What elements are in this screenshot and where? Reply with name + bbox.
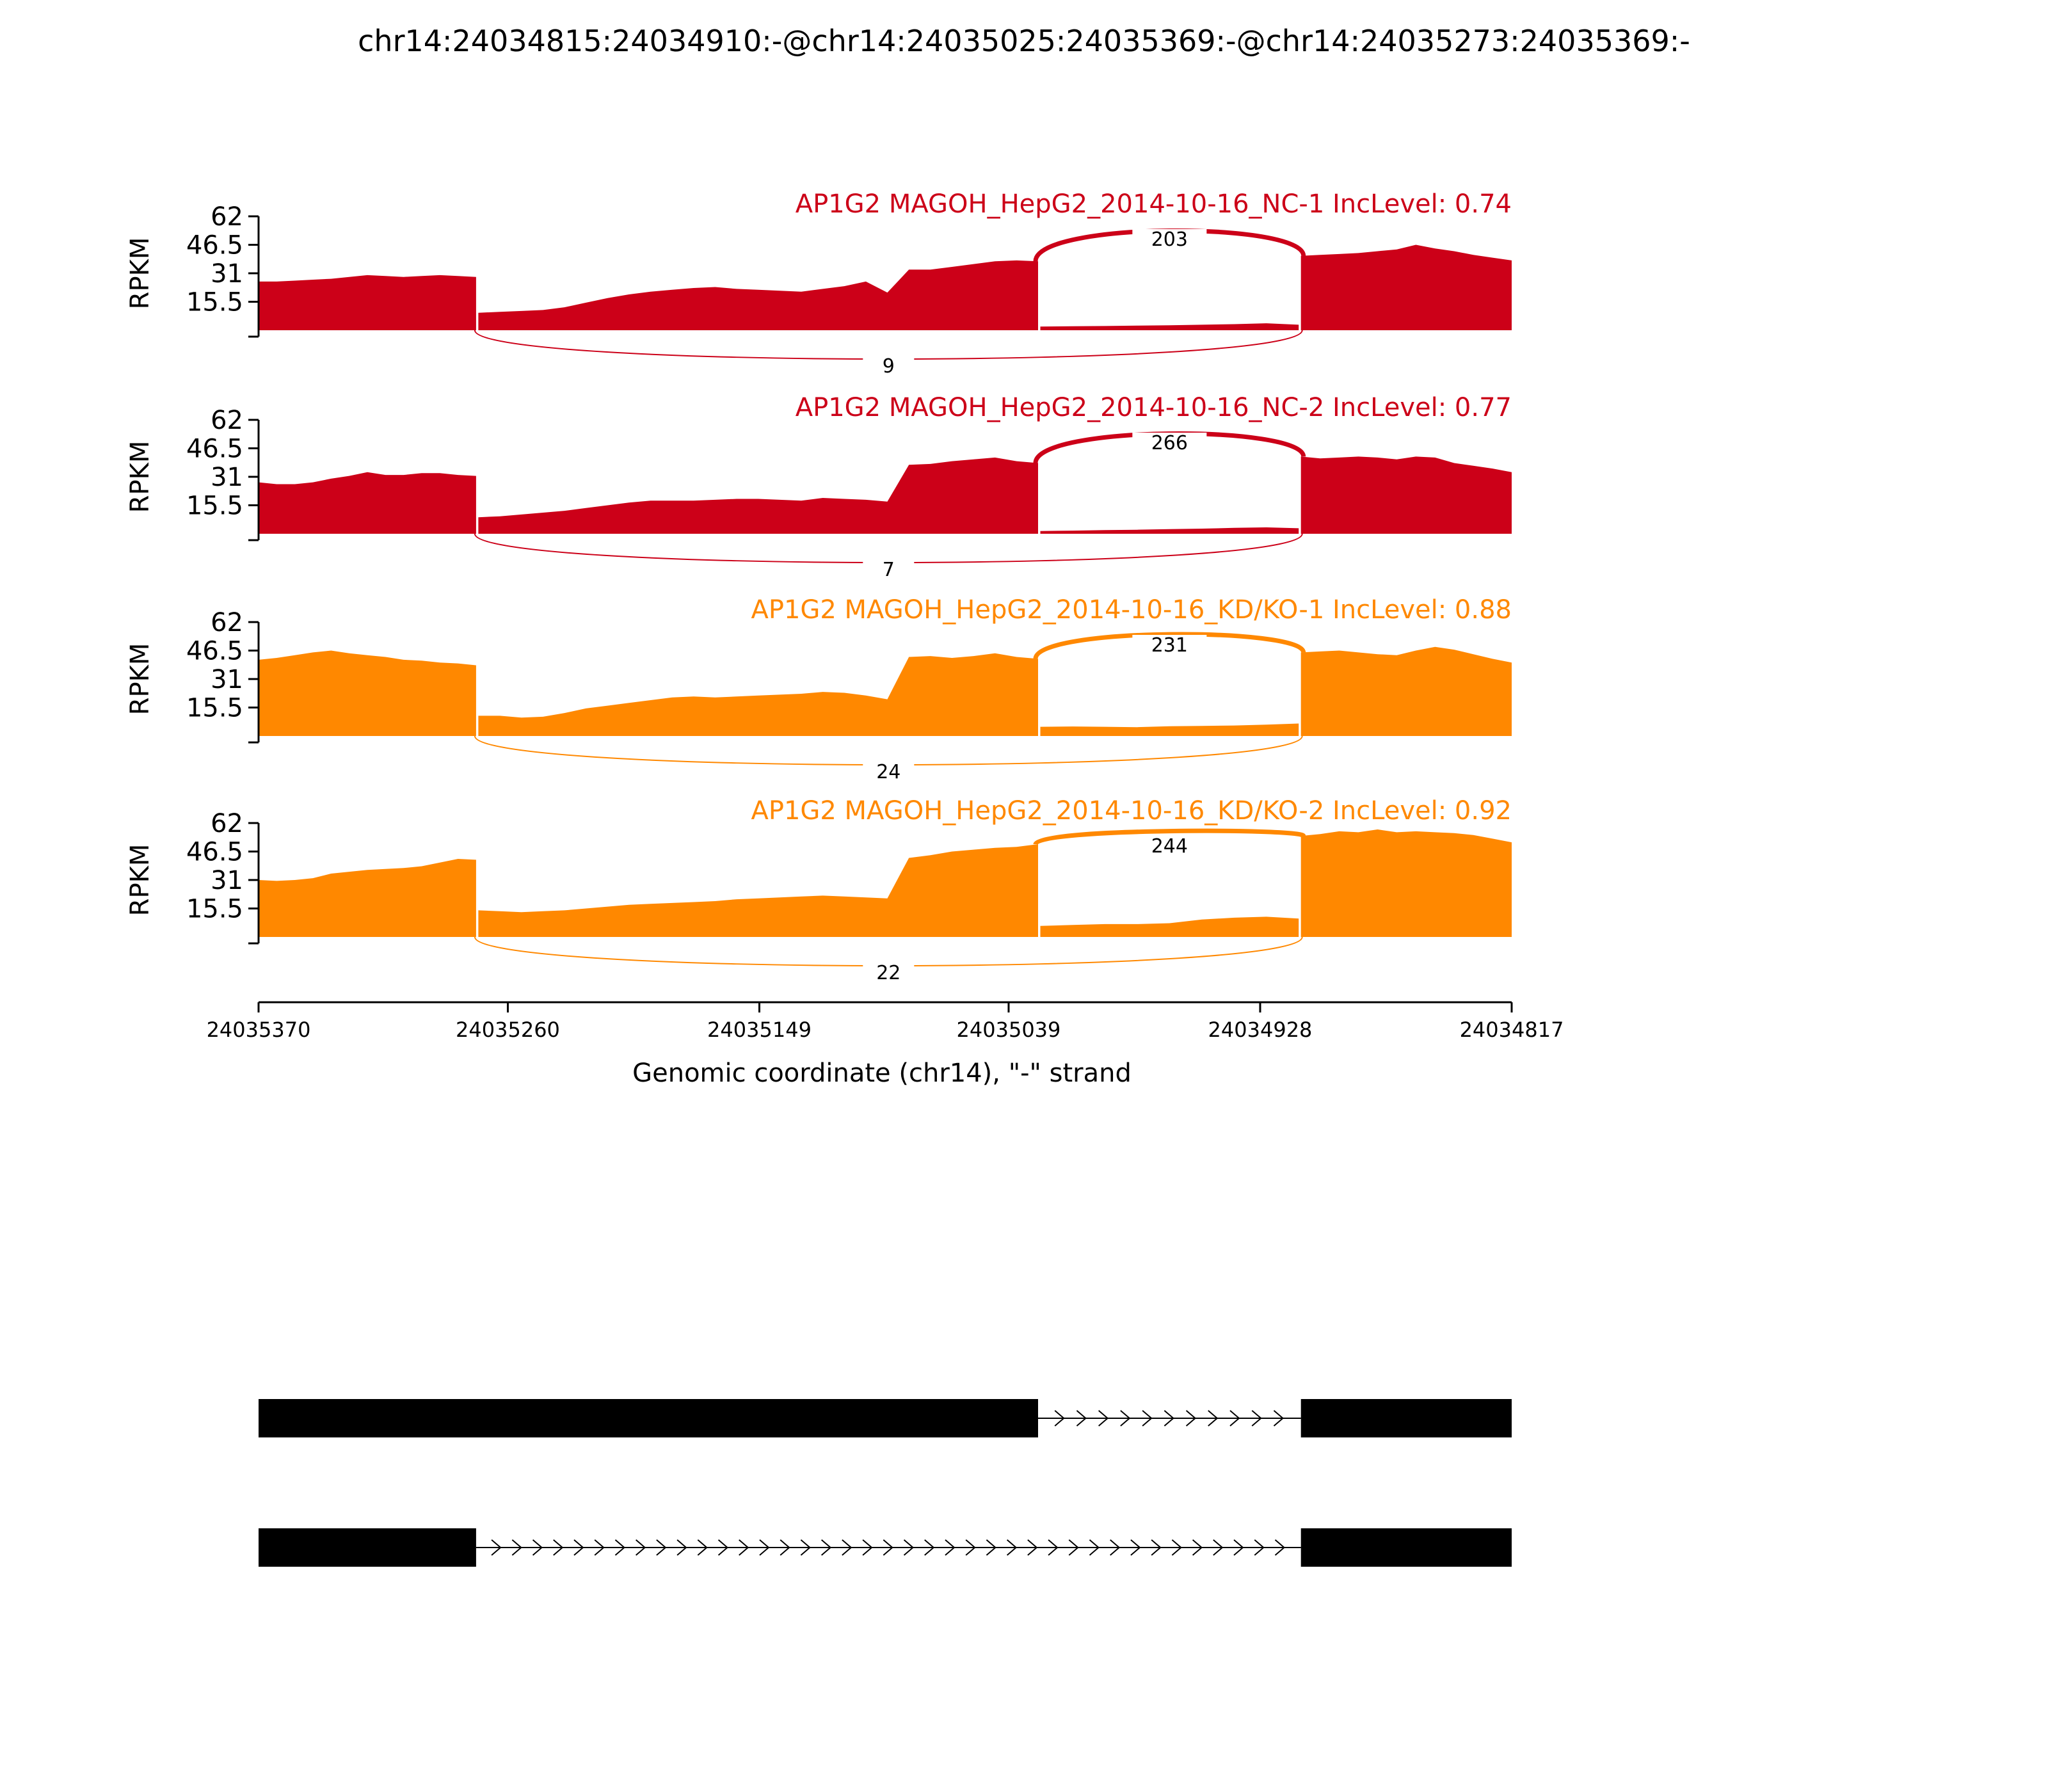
y-axis-label: RPKM — [125, 643, 155, 716]
inclusion-junction-count: 244 — [1151, 835, 1188, 858]
exon-block — [1301, 1399, 1512, 1437]
y-tick-label: 62 — [211, 406, 243, 435]
y-tick-label: 15.5 — [186, 693, 243, 723]
inclusion-junction-count: 203 — [1151, 228, 1188, 251]
x-tick-label: 24035370 — [206, 1018, 311, 1042]
y-tick-label: 15.5 — [186, 491, 243, 521]
y-tick-label: 62 — [211, 202, 243, 232]
skipping-junction-count: 9 — [882, 355, 895, 378]
series-label: AP1G2 MAGOH_HepG2_2014-10-16_NC-2 IncLevel: 0.77 — [795, 393, 1512, 422]
y-tick-label: 62 — [211, 809, 243, 838]
inclusion-junction-count: 231 — [1151, 634, 1188, 657]
y-axis-label: RPKM — [125, 844, 155, 916]
y-tick-label: 15.5 — [186, 287, 243, 317]
exon-block — [259, 1528, 476, 1567]
x-tick-label: 24035149 — [707, 1018, 812, 1042]
skipping-junction-count: 24 — [876, 761, 901, 783]
skipping-junction-count: 22 — [876, 962, 901, 984]
exon-block — [1301, 1528, 1512, 1567]
y-tick-label: 46.5 — [186, 636, 243, 666]
y-tick-label: 46.5 — [186, 230, 243, 260]
isoform-track — [259, 1399, 1512, 1437]
series-label: AP1G2 MAGOH_HepG2_2014-10-16_KD/KO-1 IncLevel: 0.88 — [751, 595, 1512, 625]
chart-title: chr14:24034815:24034910:-@chr14:24035025:24035369:-@chr14:24035273:24035369:- — [358, 24, 1690, 58]
x-tick-label: 24035039 — [956, 1018, 1061, 1042]
y-tick-label: 31 — [211, 463, 243, 492]
y-tick-label: 46.5 — [186, 837, 243, 867]
y-axis-label: RPKM — [125, 440, 155, 513]
y-tick-label: 62 — [211, 608, 243, 637]
y-tick-label: 15.5 — [186, 894, 243, 924]
exon-block — [259, 1399, 1038, 1437]
y-tick-label: 31 — [211, 866, 243, 895]
inclusion-junction-count: 266 — [1151, 432, 1188, 454]
x-tick-label: 24035260 — [456, 1018, 560, 1042]
x-axis-label: Genomic coordinate (chr14), "-" strand — [632, 1059, 1132, 1088]
series-label: AP1G2 MAGOH_HepG2_2014-10-16_KD/KO-2 IncLevel: 0.92 — [751, 796, 1512, 826]
y-tick-label: 31 — [211, 259, 243, 289]
x-tick-label: 24034817 — [1459, 1018, 1564, 1042]
y-tick-label: 31 — [211, 665, 243, 694]
series-label: AP1G2 MAGOH_HepG2_2014-10-16_NC-1 IncLevel: 0.74 — [795, 189, 1512, 219]
skipping-junction-count: 7 — [882, 559, 895, 581]
y-tick-label: 46.5 — [186, 434, 243, 464]
x-tick-label: 24034928 — [1208, 1018, 1313, 1042]
y-axis-label: RPKM — [125, 237, 155, 310]
